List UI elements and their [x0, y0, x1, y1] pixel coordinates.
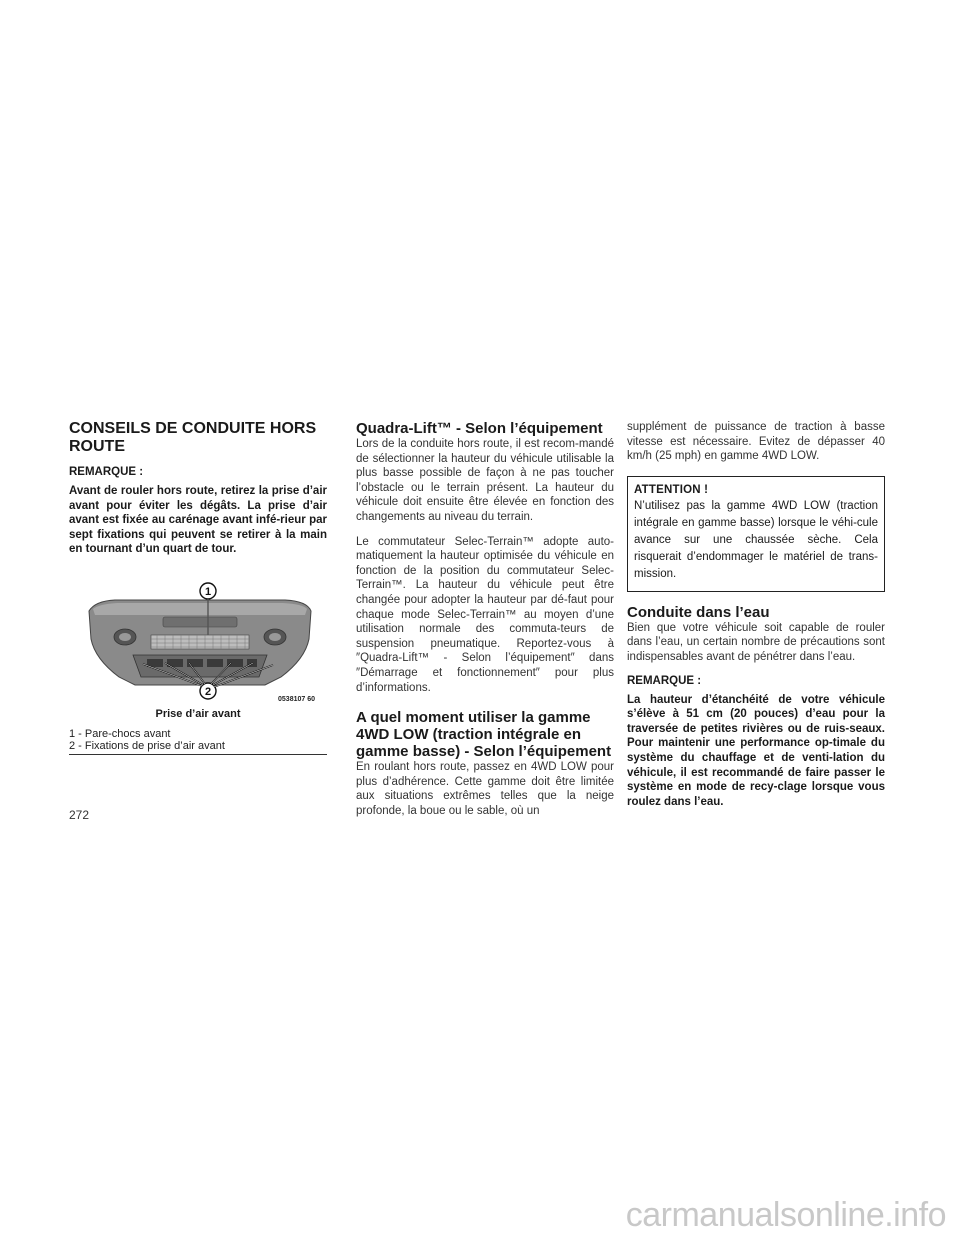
section-heading-offroad: CONSEILS DE CONDUITE HORS ROUTE	[69, 420, 317, 455]
warning-body: N’utilisez pas la gamme 4WD LOW (traction intégrale en gamme basse) lorsque le véhi-cule avance sur une chaussée sèche. Cela risquerait d’endommager le matériel de trans-mission.	[634, 499, 878, 580]
note-body: Avant de rouler hors route, retirez la prise d’air avant pour éviter les dégâts. La prise d’air avant est fixée au carénage avant infé-rieur par sept fixations qui peuvent se retirer à la main en tournant d’un quart de tour.	[69, 485, 327, 556]
column-middle	[356, 420, 614, 828]
bumper-drawing	[85, 581, 315, 706]
figure-code: 0538107 60	[278, 695, 315, 703]
paragraph-4wd-low-continued: supplément de puissance de traction à basse vitesse est nécessaire. Evitez de dépasser 40 km/h (25 mph) en gamme 4WD LOW.	[627, 421, 885, 463]
paragraph-water: Bien que votre véhicule soit capable de rouler dans l’eau, un certain nombre de précautions sont indispensables avant de pénétrer dans l’eau.	[627, 621, 885, 663]
paragraph-4wd-low: En roulant hors route, passez en 4WD LOW pour plus d’adhérence. Cette gamme doit être limitée aux situations extrêmes telles que la neige profonde, la boue ou le sable, où un	[356, 761, 614, 817]
warning-title: ATTENTION !	[634, 483, 709, 496]
note-body-water: La hauteur d’étanchéité de votre véhicule s’élève à 51 cm (20 pouces) d’eau pour la traversée de petites rivières ou de ruis-seaux. Pour maintenir une performance op-timale du système du chauffage et de venti-lation du véhicule, il est recommandé de faire passer le système en mode de recy-clage lorsque vous roulez dans l’eau.	[627, 693, 885, 808]
page-number: 272	[69, 808, 90, 822]
paragraph-quadra-lift-1: Lors de la conduite hors route, il est recom-mandé de sélectionner la hauteur du véhicule utilisable la plus basse possible de façon à ne pas toucher l’obstacle ou le terrain présent. La hauteur du véhicule doit ensuite être élevée en fonction des changements au niveau du terrain.	[356, 438, 614, 523]
note-label: REMARQUE :	[69, 466, 144, 478]
section-heading-quadra-lift: Quadra-Lift™ - Selon l’équipement	[356, 420, 603, 437]
legend-item-2: 2 - Fixations de prise d’air avant	[69, 740, 225, 753]
watermark: carmanualsonline.info	[625, 1196, 946, 1234]
figure-legend	[69, 728, 327, 755]
section-heading-4wd-low: A quel moment utiliser la gamme 4WD LOW (traction intégrale en gamme basse) - Selon l’équipement	[356, 709, 612, 761]
figure-caption: Prise d’air avant	[155, 707, 241, 720]
figure-front-air-dam	[69, 581, 327, 755]
callout-2: 2	[204, 685, 212, 698]
section-heading-water: Conduite dans l’eau	[627, 603, 770, 621]
note-label-water: REMARQUE :	[627, 674, 702, 687]
column-left	[69, 420, 327, 755]
column-right	[627, 420, 885, 809]
legend-item-1: 1 - Pare-chocs avant	[69, 727, 171, 740]
warning-box	[627, 476, 885, 592]
callout-1: 1	[204, 585, 212, 598]
paragraph-quadra-lift-2: Le commutateur Selec-Terrain™ adopte auto-matiquement la hauteur optimisée du véhicule en fonction de la position du commutateur Selec-Terrain™. La hauteur du véhicule peut être changée pour adopter la hauteur par dé-faut pour chaque mode Selec-Terrain™ au moyen d’une utilisation normale des commuta-teurs de suspension pneumatique. Reportez-vous à ″Quadra-Lift™ - Selon l’équipement″ dans ″Démarrage et fonctionnement″ pour plus d’informations.	[356, 535, 614, 694]
front-bumper-illustration	[85, 581, 315, 706]
